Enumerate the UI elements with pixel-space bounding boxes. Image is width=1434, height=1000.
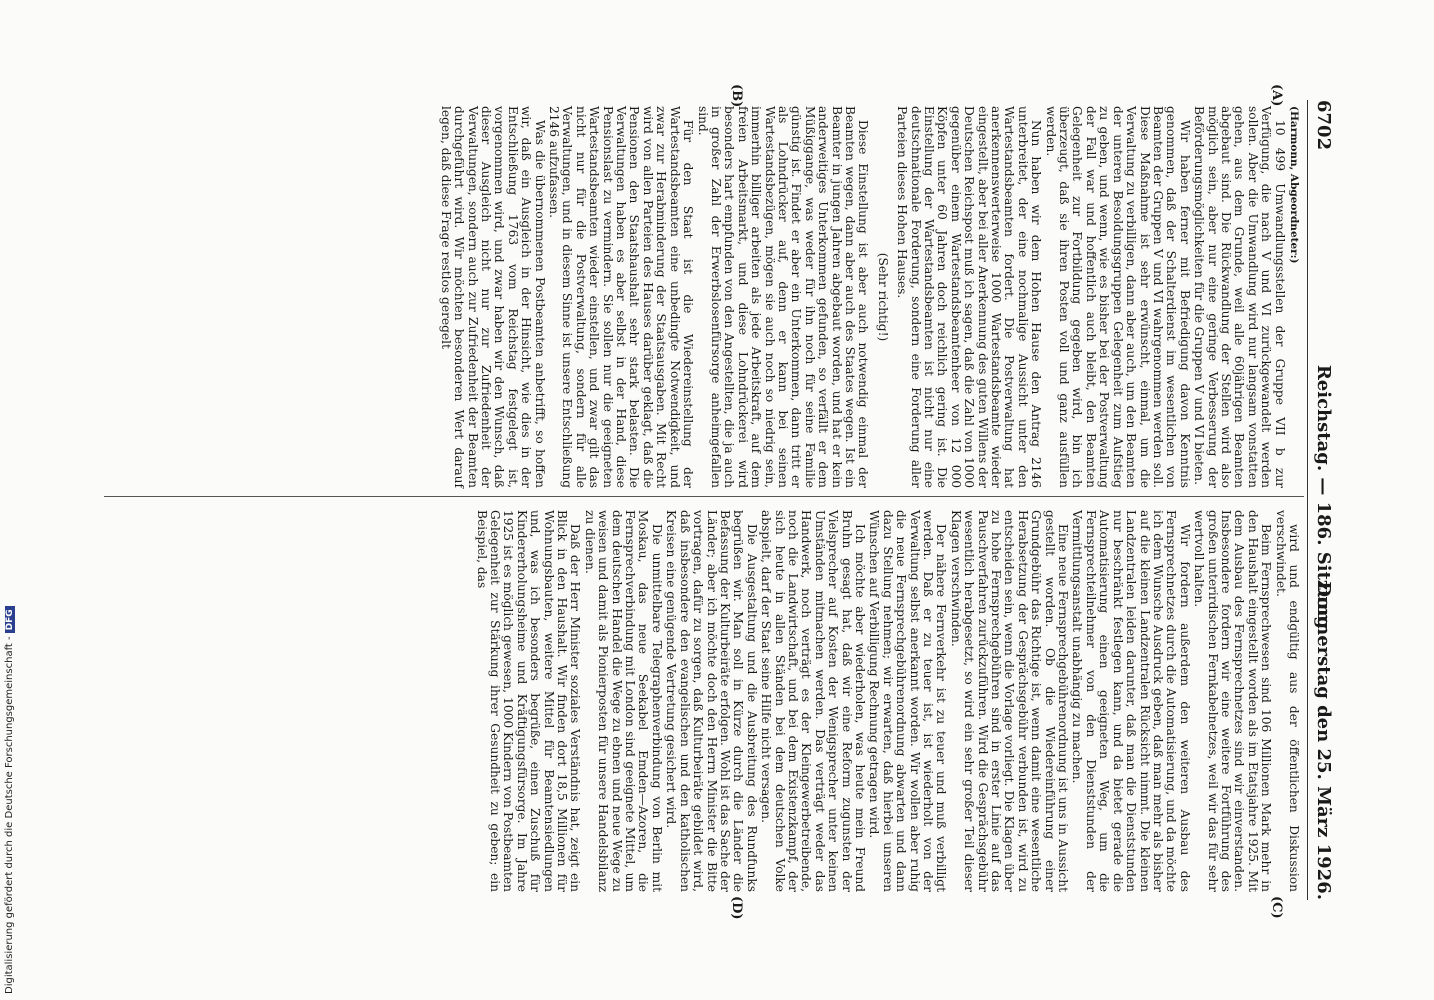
paragraph: Beim Fernsprechwesen sind 106 Millionen Mark mehr in den Haushalt eingestellt worden als im Etatsjahre 1925. Mit dem Ausbau des Fernsprechnetzes sind wir einverstanden. Insbesondere fordern wir eine weitere Fortführung des großen unterirdischen Fernkabelnetzes, weil wir das für sehr wertvoll halten.: [1192, 510, 1274, 892]
paragraph: Diese Einstellung ist aber auch notwendig einmal der Beamten wegen, dann aber auch des Staates wegen. Ist ein Beamter in jungen Jahren abgebaut worden, und hat er kein anderweitiges Unterkommen gefunden, so verfällt er dem Müßiggange, was weder für ihn noch für seine Familie günstig ist. Findet er aber ein Unterkommen, dann tritt er als Lohndrücker auf, denn er kann bei seinen Wartestandsbezügen, mögen sie auch noch so niedrig sein, immerhin billiger arbeiten als jede Arbeitskraft, auf dem freien Arbeitsmarkt, und diese Lohndrückerei wird besonders hart empfunden von den Angestellten, die ja auch in großer Zahl der Erwerbslosenfürsorge anheimgefallen sind.: [695, 106, 871, 488]
speaker-label: (Harmonn, Abgeordneter:): [1288, 106, 1300, 264]
column-divider: [104, 496, 1304, 497]
paragraph: Für den Staat ist die Wiedereinstellung der Wartestandsbeamten eine unbedingte Notwendigkeit, und zwar zur Herabminderung der Staatsausgaben. Mit Recht wird von allen Parteien des Hauses darüber geklagt, daß die Pensionen den Staatshaushalt sehr stark belasten. Die Verwaltungen haben es aber selbst in der Hand, diese Pensionslast zu vermindern. Sie sollen nur die geeigneten Wartestandsbeamten wieder einstellen, und zwar gilt das nicht nur für die Postverwaltung, sondern für alle Verwaltungen, und in diesem Sinne ist unsere Entschließung 2146 aufzufassen.: [547, 106, 696, 488]
margin-marker-b: (B): [729, 84, 744, 108]
paragraph: Die unmittelbare Telegraphenverbindung von Berlin mit Moskau, das neue Seekabel Emden—Azoren, die Fernsprechverbindung mit London sind geeignete Mittel, um dem deutschen Handel die Wege zu ebnen und neue Wege zu weisen und damit als Pionierposten für unsere Handelsbilanz zu dienen.: [582, 510, 664, 892]
paragraph: Wir fordern außerdem den weiteren Ausbau des Fernsprechnetzes durch die Automatisierung, und da möchte ich dem Wunsche Ausdruck geben, daß man mehr als bisher auf die kleinen Landzentralen Rücksicht nimmt. Die kleinen Landzentralen leiden darunter, daß man die Dienststunden nur beschränkt festlegen kann, und da bietet gerade die Automatisierung einen geeigneten Weg, um die Fernsprechteilnehmer von den Dienststunden der Vermittlungsanstalt unabhängig zu machen.: [1070, 510, 1192, 892]
paragraph: Ich möchte aber wiederholen, was heute mein Freund Bruhn gesagt hat, daß wir eine Reform zugunsten der Vielsprecher auf Kosten der Wenigsprecher unter keinen Umständen mitmachen werden. Das verträgt weder das Handwerk, noch verträgt es der Kleingewerbetreibende, noch die Landwirtschaft, und bei dem Existenzkampf, der sich heute in allen Ständen bei dem deutschen Volke abspielt, darf der Staat seine Hilfe nicht versagen.: [759, 510, 867, 892]
digitization-credit: [4, 14, 18, 994]
credit-text: Digitalisierung gefördert durch die Deutsche Forschungsgemeinschaft -: [4, 636, 15, 994]
paragraph: Wir haben ferner mit Befriedigung davon Kenntnis genommen, daß der Schalterdienst im wesentlichen von Beamten der Gruppen V und VI wahrgenommen werden soll. Diese Maßnahme ist sehr erwünscht, einmal, um die Verwaltung zu verbilligen, dann aber auch, um den Beamten der unteren Besoldungsgruppen Gelegenheit zum Aufstieg zu geben, und wenn, wie es bisher bei der Postverwaltung der Fall war und hoffentlich auch bleibt, den Beamten Gelegenheit zur Fortbildung gegeben wird, bin ich überzeugt, daß sie ihren Posten voll und ganz ausfüllen werden.: [1043, 106, 1192, 488]
page-number: 6702: [1313, 100, 1334, 151]
paragraph: wird und endgültig aus der öffentlichen Diskussion verschwindet.: [1273, 510, 1301, 892]
paragraph: Eine neue Fernsprechgebührenordnung ist uns in Aussicht gestellt worden. Ob die Wiedereinführung einer Grundgebühr das Richtige ist, wenn damit eine wesentliche Herabsetzung der Gesprächsgebühr verbunden ist, wird zu entscheiden sein, wenn die Vorlage vorliegt. Die Klagen über zu hohe Fernsprechgebühren sind in erster Linie auf das Pauschverfahren zurückzuführen. Wird die Gesprächsgebühr wesentlich herabgesetzt, so wird ein sehr großer Teil dieser Klagen verschwinden.: [948, 510, 1071, 892]
paragraph: 10 499 Umwandlungsstellen der Gruppe VII b zur Verfügung, die nach V und VI zurückgewandelt werden sollen. Aber die Umwandlung wird nur langsam vonstatten gehen, aus dem Grunde, weil alle 60jährigen Beamten abgebaut sind. Die Rückwandlung der Stellen wird also möglich sein, aber nur eine geringe Verbesserung der Beförderungsmöglichkeiten für die Gruppen V und VI bieten.: [1192, 106, 1287, 488]
dfg-logo: DFG: [5, 606, 15, 633]
interjection: (Sehr richtig!): [875, 252, 890, 342]
page-header: [1310, 100, 1334, 900]
right-column: [473, 510, 1300, 892]
paragraph: Was die übernommenen Postbeamten anbetrifft, so hoffen wir, daß ein Ausgleich in der Hinsicht, wie dies in der Entschließung 1763 vom Reichstag festgelegt ist, vorgenommen wird, und zwar haben wir den Wunsch, daß dieser Ausgleich nicht nur zur Zufriedenheit der Verwaltungen, sondern auch zur Zufriedenheit der Beamten durchgeführt wird. Wir möchten besonderen Wert darauf legen, daß diese Frage restlos geregelt: [438, 106, 547, 488]
paragraph: Nun haben wir dem Hohen Hause den Antrag 2146 unterbreitet, der eine nochmalige Aussicht unter den Wartestandsbeamten fordert. Die Postverwaltung hat anerkennenswerterweise 1000 Wartestandsbeamte wieder eingestellt, aber bei aller Anerkennung des guten Willens der Deutschen Reichspost muß ich sagen, daß die Zahl von 1000 gegenüber einem Wartestandsbeamtenheer von 12 000 Köpfen unter 60 Jahren doch reichlich gering ist. Die Einstellung der Wartestandsbeamten ist nicht nur eine deutschnationale Forderung, sondern eine Forderung aller Parteien dieses Hohen Hauses.: [895, 106, 1044, 488]
header-rule: [1307, 100, 1308, 900]
session-date: Donnerstag den 25. März 1926.: [1313, 581, 1334, 900]
left-column: [437, 106, 1300, 488]
paragraph: Die Ausgestaltung und die Ausbreitung des Rundfunks begrüßen wir. Man soll in Kürze durch die Länder die Befassung der Kulturbeiräte erfolgen. Wohl ist das Sache der Länder; aber ich möchte doch den Herrn Minister die Bitte vortragen, dafür zu sorgen, daß Kulturbeiräte gebildet wird, daß insbesondere den evangelischen und den katholischen Kreisen eine genügende Vertretung gesichert wird.: [664, 510, 759, 892]
session-title: Reichstag. — 186. Sitzung.: [1313, 364, 1334, 636]
margin-marker-d: (D): [729, 896, 744, 920]
margin-marker-c: (C): [1269, 896, 1284, 919]
paragraph: Der nähere Fernverkehr ist zu teuer und muß verbilligt werden. Daß er zu teuer ist, ist wiederholt von der Verwaltung selbst anerkannt worden. Wir wollen aber ruhig die neue Fernsprechgebührenordnung abwarten und dann dazu Stellung nehmen; wir erwarten, daß hierbei unseren Wünschen auf Verbilligung Rechnung getragen wird.: [867, 510, 949, 892]
margin-marker-a: (A): [1269, 84, 1284, 107]
paragraph: Daß der Herr Minister soziales Verständnis hat, zeigt ein Blick in den Haushalt. Wir finden dort 18,5 Millionen für Wohnungsbauten, weitere Mittel für Beamtensiedlungen und, was ich besonders begrüße, einen Zuschuß für Kindererholungsheime und Kräftigungsfürsorge. Im Jahre 1925 ist es möglich gewesen, 1000 Kindern von Postbeamten Gelegenheit zur Stärkung ihrer Gesundheit zu geben; ein Beispiel, das: [474, 510, 583, 892]
